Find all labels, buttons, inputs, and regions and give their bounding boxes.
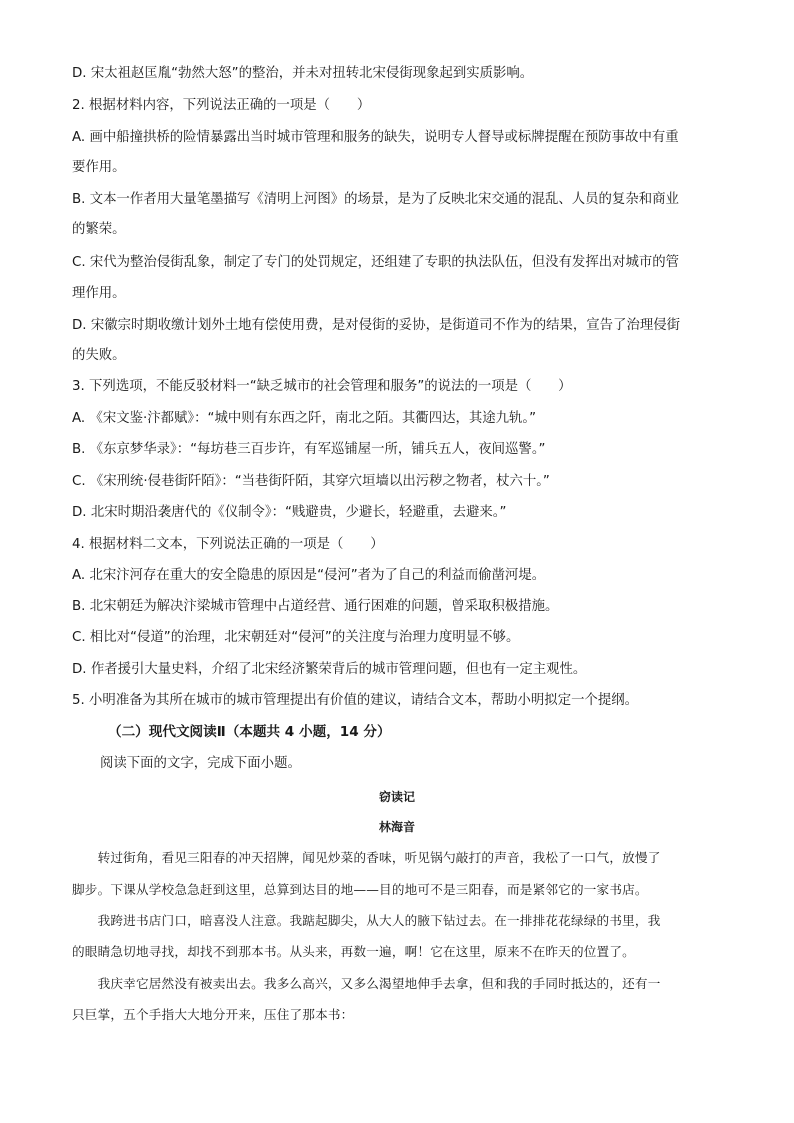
story-paragraph-line: 的眼睛急切地寻找，却找不到那本书。从头来，再数一遍，啊！它在这里，原来不在昨天的位置了。 (72, 944, 635, 959)
story-author: 林海音 (378, 820, 415, 834)
story-title: 窃读记 (378, 790, 415, 804)
question-3: 3. 下列选项，不能反驳材料一“缺乏城市的社会管理和服务”的说法的一项是（ ） (72, 379, 572, 394)
q2-option-b: B. 文本一作者用大量笔墨描写《清明上河图》的场景，是为了反映北宋交通的混乱、人员的复杂和商业 (72, 192, 679, 207)
option-d-q1: D. 宋太祖赵匡胤“勃然大怒”的整治，并未对扭转北宋侵街现象起到实质影响。 (72, 66, 534, 81)
story-paragraph-line: 只巨掌，五个手指大大地分开来，压住了那本书： (72, 1007, 354, 1022)
q2-option-b-cont: 的繁荣。 (72, 222, 126, 237)
question-2: 2. 根据材料内容，下列说法正确的一项是（ ） (72, 98, 371, 113)
q3-option-b: B. 《东京梦华录》：“每坊巷三百步许，有军巡铺屋一所，铺兵五人，夜间巡警。” (72, 442, 546, 457)
story-paragraph-line: 我跨进书店门口，暗喜没人注意。我踮起脚尖，从大人的腋下钻过去。在一排排花花绿绿的书里，我 (72, 913, 661, 928)
q3-option-d: D. 北宋时期沿袭唐代的《仪制令》：“贱避贵，少避长，轻避重，去避来。” (72, 505, 507, 520)
q2-option-a: A. 画中船撞拱桥的险情暴露出当时城市管理和服务的缺失，说明专人督导或标牌提醒在预防事故中有重 (72, 130, 679, 145)
q4-option-c: C. 相比对“侵道”的治理，北宋朝廷对“侵河”的关注度与治理力度明显不够。 (72, 630, 520, 645)
story-paragraph-line: 我庆幸它居然没有被卖出去。我多么高兴，又多么渴望地伸手去拿，但和我的手同时抵达的，还有一 (72, 976, 661, 991)
q2-option-c-cont: 理作用。 (72, 286, 126, 301)
q4-option-b: B. 北宋朝廷为解决汴梁城市管理中占道经营、通行困难的问题，曾采取积极措施。 (72, 599, 559, 614)
reading-instruction: 阅读下面的文字，完成下面小题。 (100, 756, 301, 771)
q3-option-c: C. 《宋刑统·侵巷街阡陌》：“当巷街阡陌，其穿穴垣墙以出污秽之物者，杖六十。” (72, 474, 550, 489)
story-paragraph-line: 脚步。下课从学校急急赶到这里，总算到达目的地——目的地可不是三阳春，而是紧邻它的一家书店。 (72, 882, 648, 897)
q4-option-d: D. 作者援引大量史料，介绍了北宋经济繁荣背后的城市管理问题，但也有一定主观性。 (72, 662, 587, 677)
section-title: （二）现代文阅读Ⅱ（本题共 4 小题，14 分） (108, 724, 391, 740)
q4-option-a: A. 北宋汴河存在重大的安全隐患的原因是“侵河”者为了自己的利益而偷凿河堤。 (72, 568, 546, 583)
q2-option-d: D. 宋徽宗时期收缴计划外土地有偿使用费，是对侵街的妥协，是街道司不作为的结果，宣告了治理侵街 (72, 318, 681, 333)
question-5: 5. 小明准备为其所在城市的城市管理提出有价值的建议，请结合文本，帮助小明拟定一个提纲。 (72, 693, 639, 708)
question-4: 4. 根据材料二文本，下列说法正确的一项是（ ） (72, 537, 384, 552)
story-paragraph-line: 转过街角，看见三阳春的冲天招牌，闻见炒菜的香味，听见锅勺敲打的声音，我松了一口气，放慢了 (72, 850, 661, 865)
q2-option-c: C. 宋代为整治侵街乱象，制定了专门的处罚规定，还组建了专职的执法队伍，但没有发挥出对城市的管 (72, 255, 680, 270)
q3-option-a: A. 《宋文鉴·汴都赋》：“城中则有东西之阡，南北之陌。其衢四达，其途九轨。” (72, 411, 537, 426)
q2-option-d-cont: 的失败。 (72, 348, 126, 363)
q2-option-a-cont: 要作用。 (72, 160, 126, 175)
